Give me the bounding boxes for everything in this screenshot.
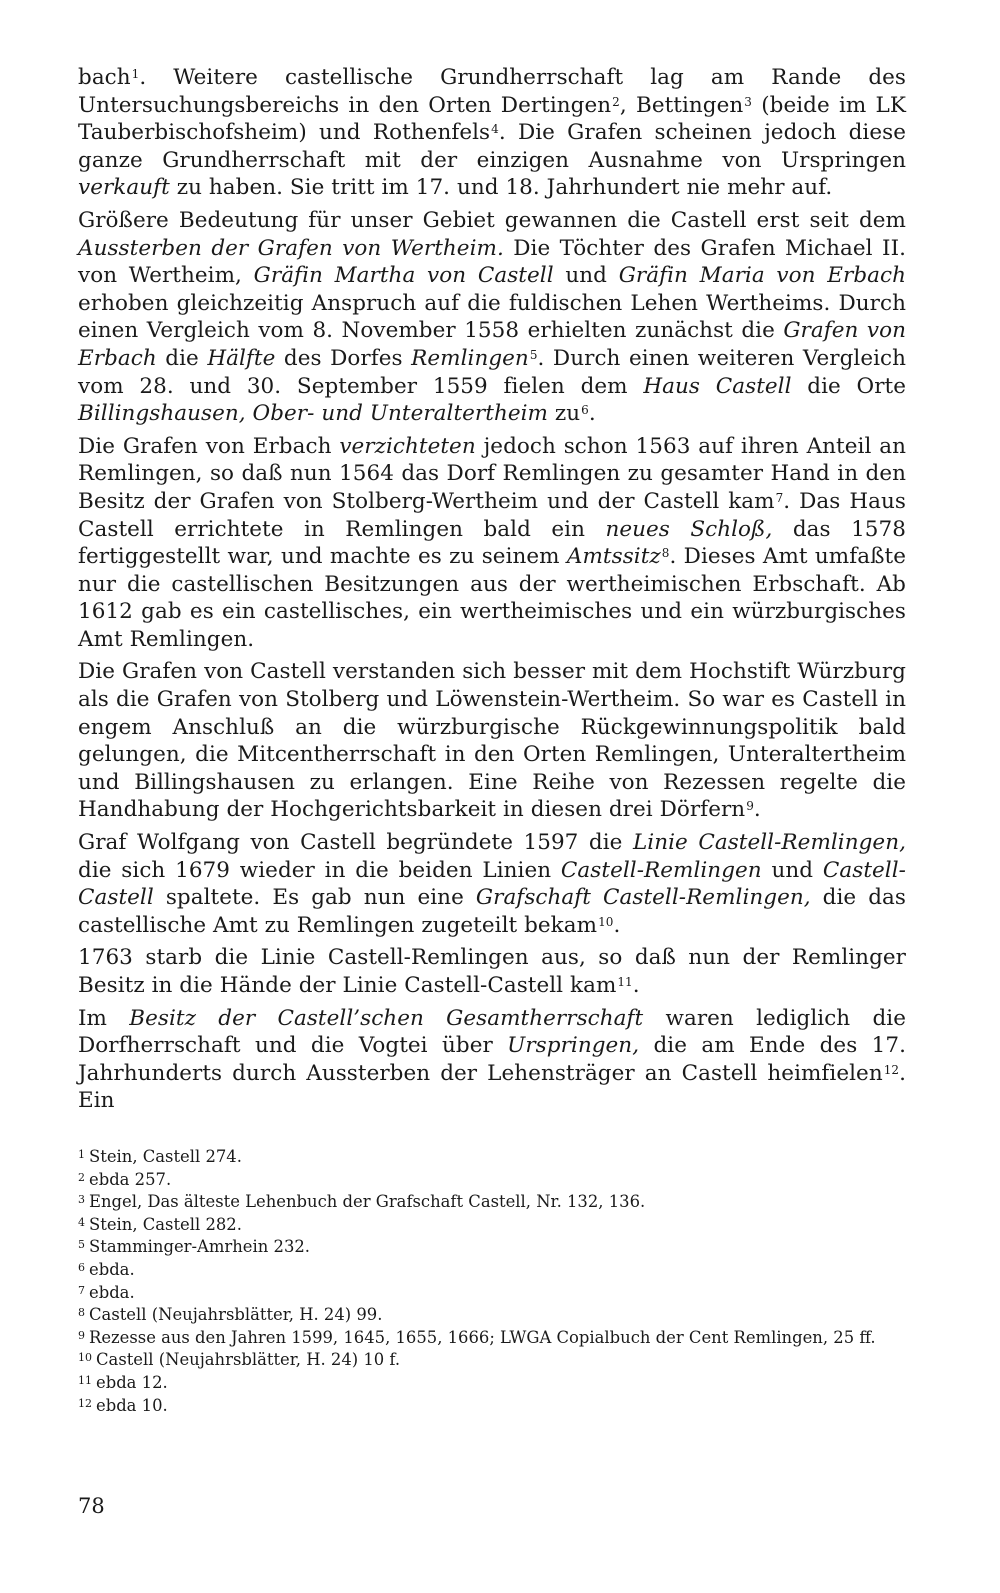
footnote-number: 7: [78, 1283, 85, 1297]
footnote-text: Castell (Neujahrsblätter, H. 24) 99.: [89, 1305, 383, 1325]
text-run: des Dorfes: [275, 345, 412, 371]
footnote-ref: 12: [883, 1062, 900, 1077]
footnote-text: Castell (Neujahrsblätter, H. 24) 10 f.: [96, 1350, 401, 1370]
text-run: erhoben gleichzeitig Anspruch auf die fuldischen Lehen Wertheims. Durch einen Vergleich vom 8. November 1558 erhielten zunächst die: [78, 290, 906, 344]
italic-text: Grafen von Erbach: [78, 318, 906, 371]
text-run: die sich 1679 wieder in die beiden Linien: [78, 857, 561, 883]
footnote: [78, 1304, 906, 1327]
text-run: Größere Bedeutung für unser Gebiet gewannen die Castell erst seit dem: [78, 207, 906, 233]
footnote-text: ebda 257.: [89, 1169, 172, 1189]
italic-text: Grafschaft Castell-Remlingen,: [475, 885, 811, 911]
footnote-ref: 4: [491, 122, 499, 137]
text-run: .: [753, 797, 761, 823]
italic-text: Remlingen: [411, 345, 529, 371]
footnote: [78, 1169, 906, 1192]
text-run: .: [632, 973, 640, 998]
paragraph: [78, 944, 906, 999]
text-run: . Das Haus Castell errichtete in Remlingen bald ein: [78, 488, 906, 542]
footnote-ref: 11: [617, 975, 633, 989]
text-run: zu haben. Sie tritt im 17. und 18. Jahrhundert nie mehr auf.: [169, 175, 833, 201]
italic-text: Linie Castell-Remlingen,: [632, 830, 906, 856]
footnote-ref: 7: [775, 490, 784, 505]
main-text: [78, 64, 906, 1120]
text-run: . Durch einen weiteren Vergleich vom 28. und 30. September 1559 fielen dem: [78, 345, 907, 399]
footnote: [78, 1349, 906, 1372]
footnote-number: 9: [78, 1328, 85, 1342]
footnote-ref: 5: [529, 347, 538, 362]
italic-text: Urspringen,: [507, 1033, 640, 1059]
footnote-ref: 6: [581, 403, 589, 418]
footnote-text: Stein, Castell 282.: [89, 1214, 242, 1234]
footnote-text: Rezesse aus den Jahren 1599, 1645, 1655, 1666; LWGA Copialbuch der Cent Remlingen, 25 ff.: [89, 1327, 876, 1347]
footnote-number: 5: [78, 1238, 85, 1252]
text-run: das 1578 fertiggestellt war, und machte es zu seinem: [78, 516, 906, 570]
paragraph: [78, 64, 906, 202]
footnote-number: 3: [78, 1193, 85, 1207]
footnote-number: 12: [78, 1396, 92, 1410]
footnote-text: ebda 10.: [96, 1395, 168, 1415]
footnote: [78, 1236, 906, 1259]
text-run: . Ein: [78, 1060, 906, 1114]
footnote-ref: 2: [612, 94, 620, 109]
footnote-number: 1: [78, 1148, 85, 1161]
italic-text: Hälfte: [207, 345, 276, 371]
text-run: . Dieses Amt umfaßte nur die castellischen Besitzungen aus der wertheimischen Erbschaft. Ab 1612 gab es ein castellisches, ein wertheimisches und ein würzburgisches Amt Remlingen.: [78, 544, 906, 652]
footnote-number: 11: [78, 1373, 92, 1387]
footnote-text: ebda 12.: [96, 1372, 168, 1392]
italic-text: Castell-Remlingen: [560, 857, 762, 883]
italic-text: Besitz der Castell’schen Gesamtherrschaft: [129, 1005, 644, 1031]
text-run: Graf Wolfgang von Castell begründete 1597 die: [78, 830, 633, 856]
footnote-number: 8: [78, 1306, 85, 1320]
footnote: [78, 1191, 906, 1214]
italic-text: Aussterben der Grafen von Wertheim.: [78, 235, 504, 261]
text-run: bach: [78, 65, 131, 90]
footnote-number: 2: [78, 1170, 85, 1184]
footnote: [78, 1146, 906, 1169]
text-run: und: [553, 263, 619, 289]
footnote: [78, 1327, 906, 1350]
footnote: [78, 1282, 906, 1305]
italic-text: neues Schloß,: [605, 516, 773, 542]
footnote-text: ebda.: [89, 1259, 135, 1279]
text-run: zu: [547, 401, 581, 427]
footnote: [78, 1214, 906, 1237]
text-run: die am Ende des 17. Jahrhunderts durch Aussterben der Lehensträger an Castell heimfielen: [78, 1033, 907, 1086]
italic-text: Billingshausen, Ober- und Unteraltertheim: [78, 401, 548, 427]
footnote-ref: 9: [746, 799, 754, 814]
text-run: .: [588, 401, 596, 427]
footnote: [78, 1259, 906, 1282]
italic-text: Haus Castell: [643, 373, 792, 399]
text-run: spaltete. Es gab nun eine: [153, 885, 476, 911]
text-run: Im: [78, 1005, 130, 1031]
text-run: die das castellische Amt zu Remlingen zugeteilt bekam: [78, 885, 906, 938]
text-run: und: [761, 857, 823, 883]
italic-text: verzichteten: [339, 433, 476, 459]
paragraph: [78, 433, 906, 654]
italic-text: Amtssitz: [566, 544, 661, 570]
footnote-number: 4: [78, 1215, 85, 1229]
footnote: [78, 1372, 906, 1395]
footnote-ref: 10: [598, 914, 614, 929]
footnote-text: ebda.: [89, 1282, 135, 1302]
paragraph: [78, 207, 906, 428]
footnotes: [78, 1146, 906, 1417]
text-run: . Weitere castellische Grundherrschaft lag am Rande des Untersuchungsbereichs in den Orten Dertingen: [78, 65, 906, 118]
text-run: Die Töchter des Grafen Michael II. von Wertheim,: [78, 235, 906, 289]
paragraph: [78, 1005, 906, 1115]
paragraph: [78, 658, 906, 824]
text-run: die Orte: [791, 373, 906, 399]
text-run: , Bettingen: [619, 92, 744, 118]
text-run: .: [613, 912, 621, 938]
text-run: waren lediglich die Dorfherrschaft und die Vogtei über: [78, 1005, 906, 1059]
footnote-text: Stein, Castell 274.: [89, 1147, 242, 1166]
italic-text: Gräfin Maria von Erbach: [618, 263, 906, 289]
text-run: (beide im LK Tauberbischofsheim) und Rothenfels: [78, 92, 906, 146]
footnote-text: Engel, Das älteste Lehenbuch der Grafschaft Castell, Nr. 132, 136.: [89, 1192, 646, 1212]
footnote-number: 10: [78, 1351, 92, 1365]
text-run: jedoch schon 1563 auf ihren Anteil an Remlingen, so daß nun 1564 das Dorf Remlingen zu gesamter Hand in den Besitz der Grafen von Stolberg-Wertheim und der Castell kam: [78, 433, 906, 514]
footnote-ref: 1: [131, 67, 140, 81]
text-run: Die Grafen von Castell verstanden sich besser mit dem Hochstift Würzburg als die Grafen von Stolberg und Löwenstein-Wertheim. So war es Castell in engem Anschluß an die würzburgische Rückgewinnungspolitik bald gelungen, die Mitcentherrschaft in den Orten Remlingen, Unteraltertheim und Billingshausen zu erlangen. Eine Reihe von Rezessen regelte die Handhabung der Hochgerichtsbarkeit in diesen drei Dörfern: [78, 659, 906, 823]
footnote-text: Stamminger-Amrhein 232.: [89, 1237, 311, 1257]
footnote-ref: 8: [661, 546, 670, 561]
text-run: . Die Grafen scheinen jedoch diese ganze Grundherrschaft mit der einzigen Ausnahme von Urspringen: [78, 120, 906, 173]
paragraph: [78, 829, 906, 939]
page-number: 78: [78, 1494, 105, 1518]
text-run: Die Grafen von Erbach: [78, 433, 340, 459]
italic-text: verkauft: [78, 175, 170, 201]
footnote: [78, 1395, 906, 1418]
text-run: die: [156, 345, 208, 371]
text-run: 1763 starb die Linie Castell-Remlingen aus, so daß nun der Remlinger Besitz in die Hände der Linie Castell-Castell kam: [78, 945, 906, 998]
italic-text: Gräfin Martha von Castell: [253, 263, 554, 289]
italic-text: Castell-Castell: [78, 857, 906, 911]
footnote-number: 6: [78, 1260, 85, 1274]
footnote-ref: 3: [744, 94, 752, 109]
